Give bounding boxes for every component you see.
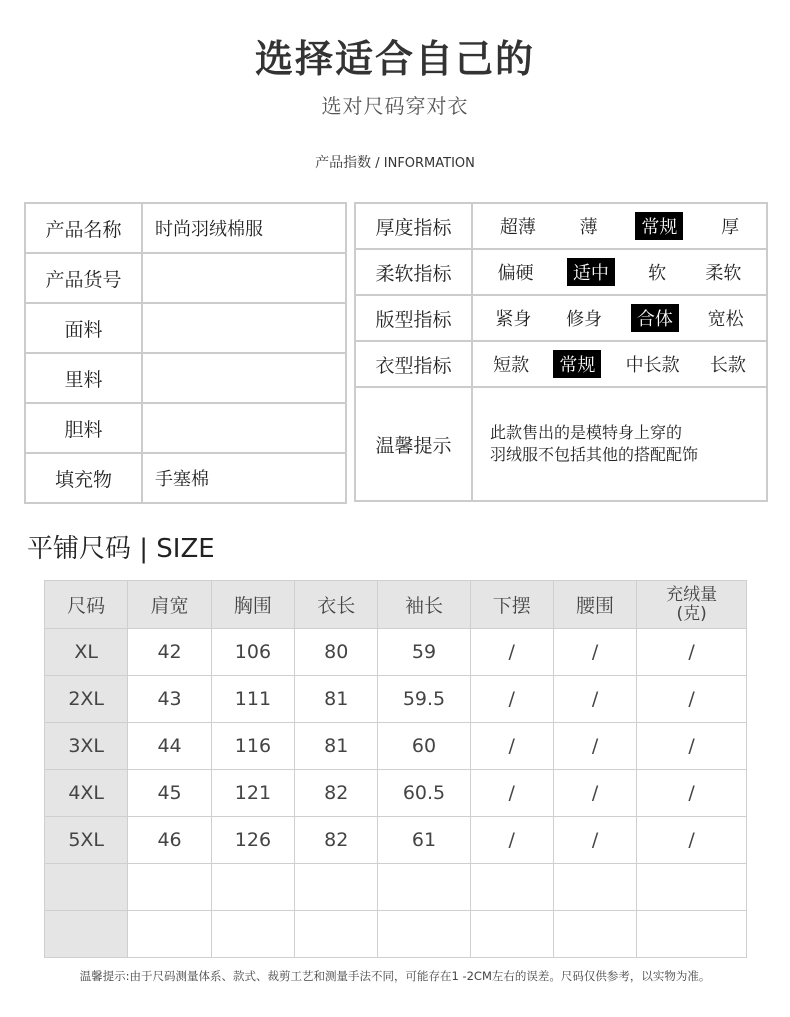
product-row-value: 手塞棉: [142, 453, 346, 503]
product-row: [25, 403, 346, 453]
size-header-cell: 下摆: [470, 581, 553, 629]
size-value-cell: /: [637, 770, 747, 817]
size-value-cell: 111: [211, 676, 294, 723]
product-row-value: [142, 303, 346, 353]
size-row: [45, 911, 747, 958]
index-option: 宽松: [707, 309, 744, 330]
index-row-options: [472, 295, 767, 341]
index-row: [355, 295, 767, 341]
product-row-value: [142, 403, 346, 453]
product-info-table: [24, 202, 347, 504]
index-option: 超薄: [499, 217, 536, 238]
index-option-selected: 常规: [635, 212, 683, 240]
product-row-label: 产品名称: [25, 203, 142, 253]
size-label-cell: 2XL: [45, 676, 128, 723]
index-option: 紧身: [495, 309, 532, 330]
size-value-cell: /: [553, 676, 636, 723]
size-value-cell: 45: [128, 770, 211, 817]
size-row: [45, 864, 747, 911]
size-value-cell: [211, 911, 294, 958]
size-value-cell: /: [637, 723, 747, 770]
size-value-cell: 59: [378, 629, 470, 676]
size-value-cell: 42: [128, 629, 211, 676]
product-row-value: [142, 253, 346, 303]
product-row-label: 胆料: [25, 403, 142, 453]
index-row: [355, 249, 767, 295]
size-value-cell: /: [637, 817, 747, 864]
size-value-cell: 82: [295, 770, 378, 817]
index-option: 中长款: [625, 355, 680, 376]
size-value-cell: [637, 864, 747, 911]
size-value-cell: 81: [295, 676, 378, 723]
index-row-label: 版型指标: [355, 295, 472, 341]
tip-text: [472, 387, 767, 501]
index-option-selected: 合体: [631, 304, 679, 332]
size-value-cell: [470, 864, 553, 911]
size-value-cell: 43: [128, 676, 211, 723]
size-value-cell: 106: [211, 629, 294, 676]
size-value-cell: [553, 911, 636, 958]
size-label-cell: 3XL: [45, 723, 128, 770]
size-value-cell: [553, 864, 636, 911]
tip-label: 温馨提示: [355, 387, 472, 501]
size-value-cell: [378, 864, 470, 911]
info-label-en: / INFORMATION: [371, 156, 475, 171]
size-label-cell: XL: [45, 629, 128, 676]
size-header-cell: 腰围: [553, 581, 636, 629]
tip-line-1: 此款售出的是模特身上穿的: [490, 423, 683, 442]
index-row-options: [472, 341, 767, 387]
size-table: [44, 580, 747, 958]
size-value-cell: /: [553, 723, 636, 770]
size-value-cell: [295, 864, 378, 911]
size-value-cell: 61: [378, 817, 470, 864]
size-header-cell: 胸围: [211, 581, 294, 629]
size-value-cell: /: [470, 723, 553, 770]
index-row-label: 衣型指标: [355, 341, 472, 387]
index-option-selected: 常规: [553, 350, 601, 378]
product-row: [25, 453, 346, 503]
size-header-cell: 尺码: [45, 581, 128, 629]
product-row: [25, 253, 346, 303]
product-row: [25, 303, 346, 353]
size-value-cell: /: [637, 629, 747, 676]
product-index-table: [354, 202, 768, 502]
fill-header-line-2: (克): [676, 603, 707, 624]
size-value-cell: /: [553, 817, 636, 864]
size-table-header: [45, 581, 747, 629]
size-row: [45, 817, 747, 864]
size-value-cell: 82: [295, 817, 378, 864]
size-header-cell: 袖长: [378, 581, 470, 629]
size-header-cell: 肩宽: [128, 581, 211, 629]
size-value-cell: 46: [128, 817, 211, 864]
product-row-value: 时尚羽绒棉服: [142, 203, 346, 253]
size-value-cell: 126: [211, 817, 294, 864]
index-option: 厚: [721, 217, 740, 238]
index-option: 软: [648, 263, 667, 284]
size-value-cell: [128, 864, 211, 911]
size-value-cell: 60.5: [378, 770, 470, 817]
size-value-cell: 80: [295, 629, 378, 676]
product-row-label: 填充物: [25, 453, 142, 503]
product-row-label: 里料: [25, 353, 142, 403]
size-value-cell: [128, 911, 211, 958]
info-label-cn: 产品指数: [315, 155, 372, 171]
size-value-cell: /: [470, 770, 553, 817]
info-label: [0, 152, 790, 172]
product-row-value: [142, 353, 346, 403]
size-value-cell: 44: [128, 723, 211, 770]
index-option: 柔软: [705, 263, 742, 284]
product-row: [25, 353, 346, 403]
size-value-cell: /: [637, 676, 747, 723]
tip-row: [355, 387, 767, 501]
index-row-options: [472, 249, 767, 295]
index-option: 修身: [566, 309, 603, 330]
size-row: [45, 629, 747, 676]
size-value-cell: 121: [211, 770, 294, 817]
size-value-cell: 81: [295, 723, 378, 770]
size-value-cell: [637, 911, 747, 958]
index-row-label: 厚度指标: [355, 203, 472, 249]
size-value-cell: [470, 911, 553, 958]
index-option: 偏硬: [497, 263, 534, 284]
size-value-cell: /: [553, 770, 636, 817]
footer-note: 温馨提示:由于尺码测量体系、款式、裁剪工艺和测量手法不同，可能存在1 -2CM左右的误差。尺码仅供参考，以实物为准。: [79, 969, 711, 983]
size-label-cell: 5XL: [45, 817, 128, 864]
size-value-cell: [211, 864, 294, 911]
size-label-cell: 4XL: [45, 770, 128, 817]
index-row: [355, 203, 767, 249]
size-value-cell: /: [553, 629, 636, 676]
product-row: [25, 203, 346, 253]
size-row: [45, 723, 747, 770]
fill-header-line-1: 充绒量: [666, 584, 718, 605]
size-section-title: 平铺尺码 | SIZE: [27, 534, 215, 564]
size-header-fill: [637, 581, 747, 629]
size-row: [45, 676, 747, 723]
index-row: [355, 341, 767, 387]
size-label-cell: [45, 864, 128, 911]
page-subtitle: 选对尺码穿对衣: [321, 94, 469, 118]
tip-line-2: 羽绒服不包括其他的搭配配饰: [490, 445, 699, 464]
size-value-cell: /: [470, 629, 553, 676]
size-value-cell: [295, 911, 378, 958]
size-value-cell: /: [470, 817, 553, 864]
size-value-cell: 59.5: [378, 676, 470, 723]
size-header-cell: 衣长: [295, 581, 378, 629]
index-option-selected: 适中: [567, 258, 615, 286]
index-option: 薄: [579, 217, 598, 238]
product-row-label: 产品货号: [25, 253, 142, 303]
size-row: [45, 770, 747, 817]
size-label-cell: [45, 911, 128, 958]
index-row-options: [472, 203, 767, 249]
index-option: 短款: [493, 355, 530, 376]
size-value-cell: 60: [378, 723, 470, 770]
size-value-cell: 116: [211, 723, 294, 770]
product-row-label: 面料: [25, 303, 142, 353]
page-title: 选择适合自己的: [254, 37, 535, 81]
size-value-cell: [378, 911, 470, 958]
size-value-cell: /: [470, 676, 553, 723]
index-option: 长款: [709, 355, 746, 376]
index-row-label: 柔软指标: [355, 249, 472, 295]
